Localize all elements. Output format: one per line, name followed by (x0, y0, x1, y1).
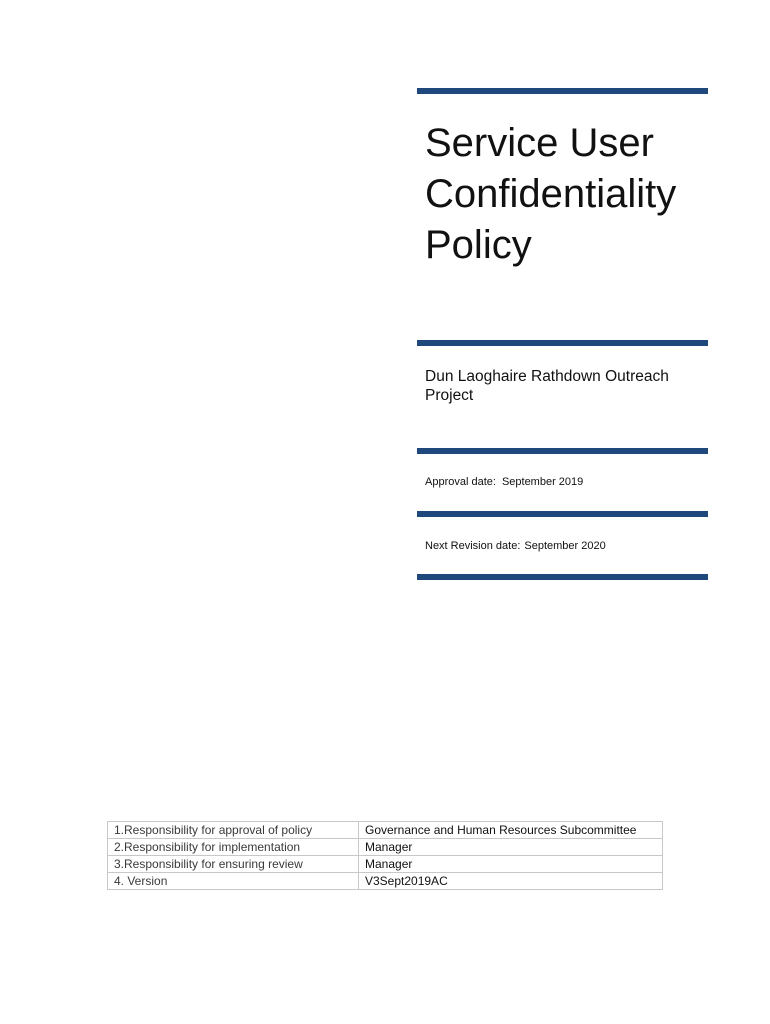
revision-date (425, 539, 606, 553)
policy-info-table (107, 821, 663, 890)
organisation-rule (417, 448, 708, 454)
revision-date-value: September 2020 (524, 540, 606, 552)
row-value: V3Sept2019AC (359, 873, 663, 890)
approval-rule (417, 511, 708, 517)
row-label: 4. Version (108, 873, 359, 890)
row-value: Manager (359, 839, 663, 856)
top-rule (417, 88, 708, 94)
row-value: Manager (359, 856, 663, 873)
row-label: 3.Responsibility for ensuring review (108, 856, 359, 873)
row-label: 2.Responsibility for implementation (108, 839, 359, 856)
table-row (108, 856, 663, 873)
approval-date-label: Approval date: (425, 476, 496, 488)
table-row (108, 822, 663, 839)
table-row (108, 839, 663, 856)
row-label: 1.Responsibility for approval of policy (108, 822, 359, 839)
document-title: Service User Confidentiality Policy (425, 121, 677, 267)
row-value: Governance and Human Resources Subcommittee (359, 822, 663, 839)
table-row (108, 873, 663, 890)
revision-date-label: Next Revision date: (425, 540, 521, 552)
organisation-name: Dun Laoghaire Rathdown Outreach Project (425, 368, 669, 404)
approval-date (425, 475, 583, 489)
title-rule (417, 340, 708, 346)
bottom-rule (417, 574, 708, 580)
approval-date-value: September 2019 (501, 476, 584, 488)
